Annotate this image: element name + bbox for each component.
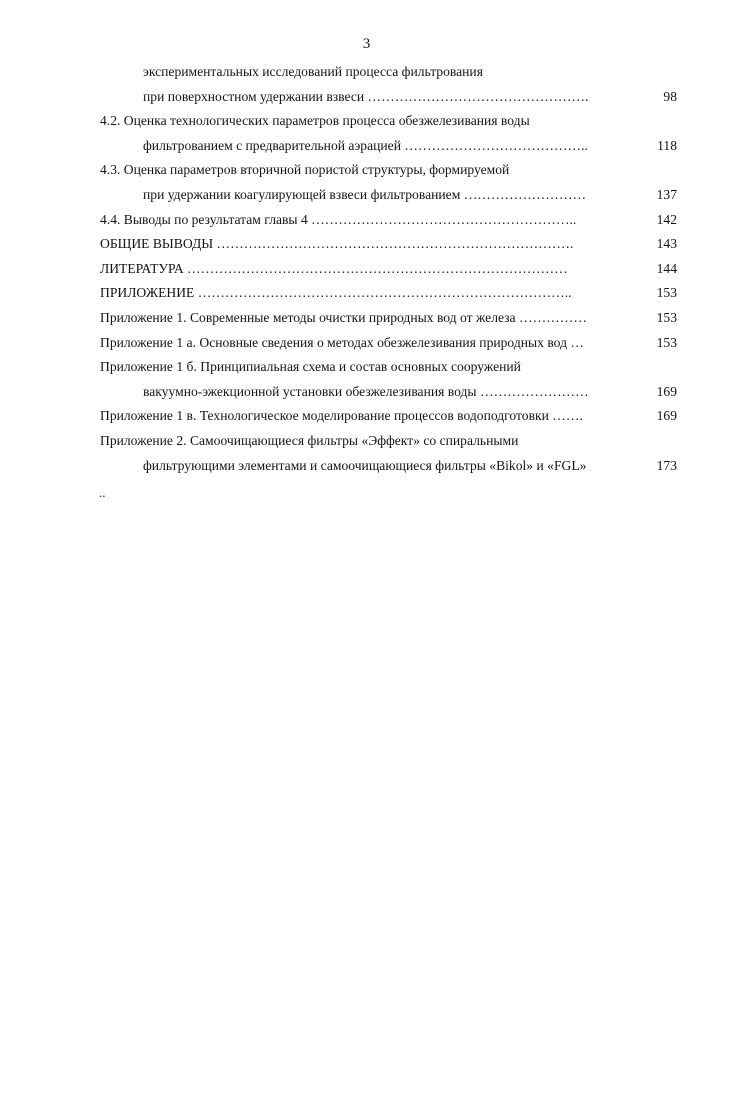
toc-entry-text: 4.2. Оценка технологических параметров процесса обезжелезивания воды [100, 113, 530, 129]
toc-line [100, 60, 680, 85]
toc-line [100, 232, 680, 257]
toc-line [100, 380, 680, 405]
toc-entry-text: Приложение 1 б. Принципиальная схема и состав основных сооружений [100, 359, 521, 375]
toc-line [100, 208, 680, 233]
trailing-mark: .. [99, 485, 106, 500]
toc-page-number: 169 [656, 383, 677, 399]
toc-page-number: 143 [656, 236, 677, 252]
toc-line [100, 306, 680, 331]
toc-line [100, 109, 680, 134]
toc-entry-text: фильтрованием с предварительной аэрацией ………………………………….. [143, 137, 588, 153]
toc-entry-text: ПРИЛОЖЕНИЕ ……………………………………………………………………….. [100, 285, 572, 301]
toc-line [100, 158, 680, 183]
toc-line [100, 134, 680, 159]
toc-line [100, 355, 680, 380]
toc-line [100, 331, 680, 356]
toc-line [100, 281, 680, 306]
toc-line [100, 404, 680, 429]
toc-page-number: 153 [656, 309, 677, 325]
toc-entry-text: ЛИТЕРАТУРА ………………………………………………………………………… [100, 260, 568, 276]
toc-entry-text: ОБЩИЕ ВЫВОДЫ ……………………………………………………………………. [100, 236, 574, 252]
toc-page-number: 153 [656, 285, 677, 301]
toc-page-number: 118 [657, 137, 677, 153]
toc-entry-text: Приложение 1 в. Технологическое моделирование процессов водоподготовки ……. [100, 408, 583, 424]
toc-entry-text: Приложение 1. Современные методы очистки природных вод от железа …………… [100, 309, 587, 325]
toc-page-number: 142 [656, 211, 677, 227]
table-of-contents [100, 60, 680, 478]
toc-line [100, 257, 680, 282]
toc-entry-text: вакуумно-эжекционной установки обезжелезивания воды …………………… [143, 383, 589, 399]
toc-entry-text: при поверхностном удержании взвеси …………………………………………. [143, 88, 589, 104]
toc-page-number: 98 [663, 88, 677, 104]
toc-page-number: 173 [656, 457, 677, 473]
toc-line [100, 429, 680, 454]
page-number: 3 [362, 36, 371, 52]
toc-page-number: 144 [656, 260, 677, 276]
toc-page-number: 153 [656, 334, 677, 350]
toc-entry-text: Приложение 1 а. Основные сведения о методах обезжелезивания природных вод … [100, 334, 584, 350]
toc-entry-text: 4.3. Оценка параметров вторичной пористой структуры, формируемой [100, 162, 510, 178]
toc-line [100, 454, 680, 479]
toc-entry-text: при удержании коагулирующей взвеси фильтрованием ……………………… [143, 186, 587, 202]
toc-entry-text: Приложение 2. Самоочищающиеся фильтры «Эффект» со спиральными [100, 432, 519, 448]
toc-entry-text: 4.4. Выводы по результатам главы 4 ………………………………………………….. [100, 211, 577, 227]
toc-entry-text: экспериментальных исследований процесса фильтрования [143, 64, 483, 79]
toc-page-number: 137 [656, 186, 677, 202]
toc-line [100, 183, 680, 208]
toc-line [100, 85, 680, 110]
toc-page-number: 169 [656, 408, 677, 424]
toc-entry-text: фильтрующими элементами и самоочищающиеся фильтры «Bikol» и «FGL» [143, 457, 587, 473]
